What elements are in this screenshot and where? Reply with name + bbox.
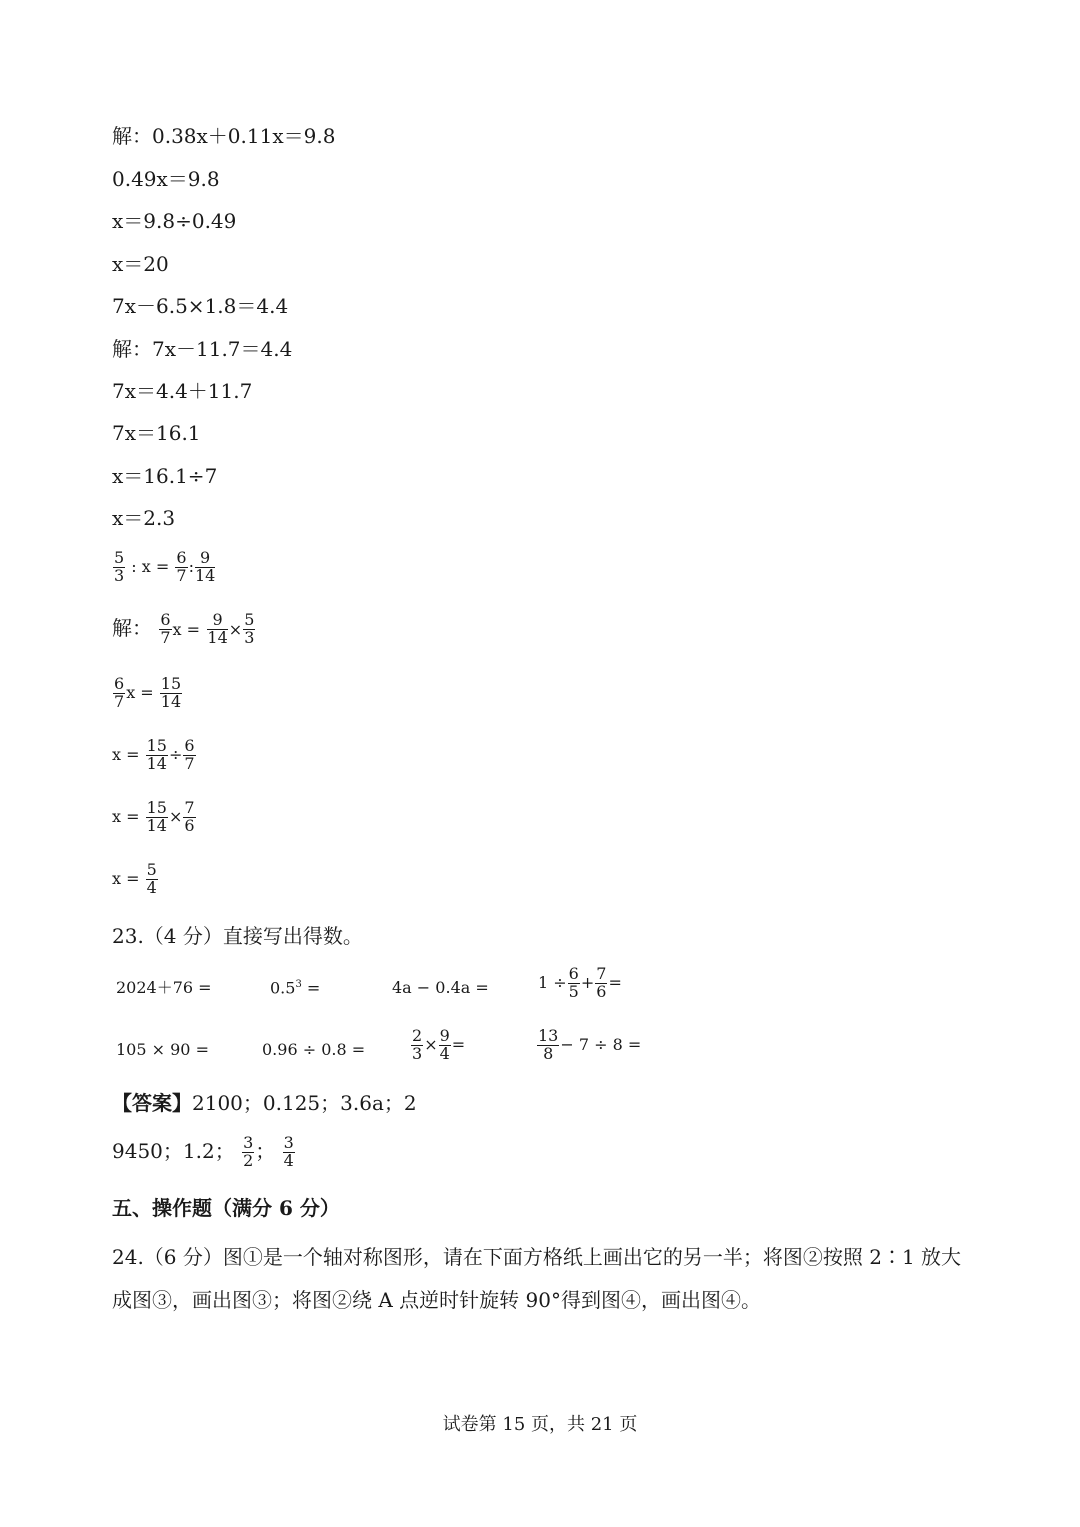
solution-line-2: 0.49x＝9.8 bbox=[112, 167, 220, 191]
solution-line-1: 解：0.38x＋0.11x＝9.8 bbox=[112, 124, 336, 148]
question-23-title: 23.（4 分）直接写出得数。 bbox=[112, 924, 363, 948]
calc-fraction-product: $\frac{2}{3}$ × $\frac{9}{4}$ = bbox=[412, 1026, 466, 1063]
answer-line-2: 9450；1.2； $\frac{3}{2}$ ； $\frac{3}{4}$ bbox=[112, 1133, 294, 1170]
calc-105-times-90: 105 × 90 = bbox=[116, 1040, 209, 1059]
proportion-eq-2: 解： $\frac{6}{7}$ x = $\frac{9}{14}$ × $\frac{5}{3}$ bbox=[112, 610, 255, 647]
calc-0.5-cubed: $0.5^3$ = bbox=[270, 978, 321, 998]
solution-line-4: x＝20 bbox=[112, 252, 169, 276]
solution-line-6: 解：7x－11.7＝4.4 bbox=[112, 337, 293, 361]
calc-0.96-div-0.8: 0.96 ÷ 0.8 = bbox=[262, 1040, 366, 1059]
question-24-text: 24.（6 分）图①是一个轴对称图形，请在下面方格纸上画出它的另一半；将图②按照 2∶1 放大成图③，画出图③；将图②绕 A 点逆时针旋转 90°得到图④，画出图④。 bbox=[112, 1245, 962, 1312]
page-footer: 试卷第 15 页，共 21 页 bbox=[442, 1414, 638, 1435]
solution-line-3: x＝9.8÷0.49 bbox=[112, 209, 237, 233]
proportion-eq-6: x = $\frac{5}{4}$ bbox=[112, 860, 157, 897]
proportion-eq-1: $\frac{5}{3}$ : x = $\frac{6}{7}$ : $\frac{9}{14}$ bbox=[114, 548, 216, 585]
calc-13-over-8-minus: $\frac{13}{8}$ − 7 ÷ 8 = bbox=[538, 1026, 642, 1063]
solution-line-10: x＝2.3 bbox=[112, 506, 176, 530]
section-5-title: 五、操作题（满分 6 分） bbox=[112, 1196, 340, 1220]
calc-4a-minus-0.4a: 4a − 0.4a = bbox=[392, 978, 489, 997]
answer-line-1: 【答案】2100；0.125；3.6a；2 bbox=[112, 1091, 417, 1115]
proportion-eq-5: x = $\frac{15}{14}$ × $\frac{7}{6}$ bbox=[112, 798, 195, 835]
proportion-eq-3: $\frac{6}{7}$ x = $\frac{15}{14}$ bbox=[114, 674, 182, 711]
solution-line-9: x＝16.1÷7 bbox=[112, 464, 218, 488]
solution-line-8: 7x＝16.1 bbox=[112, 421, 201, 445]
solution-line-7: 7x＝4.4＋11.7 bbox=[112, 379, 253, 403]
calc-1-div-fractions: 1 ÷ $\frac{6}{5}$ + $\frac{7}{6}$ = bbox=[538, 964, 622, 1001]
calc-2024-plus-76: 2024＋76 = bbox=[116, 978, 212, 997]
proportion-eq-4: x = $\frac{15}{14}$ ÷ $\frac{6}{7}$ bbox=[112, 736, 195, 773]
solution-line-5: 7x－6.5×1.8＝4.4 bbox=[112, 294, 289, 318]
